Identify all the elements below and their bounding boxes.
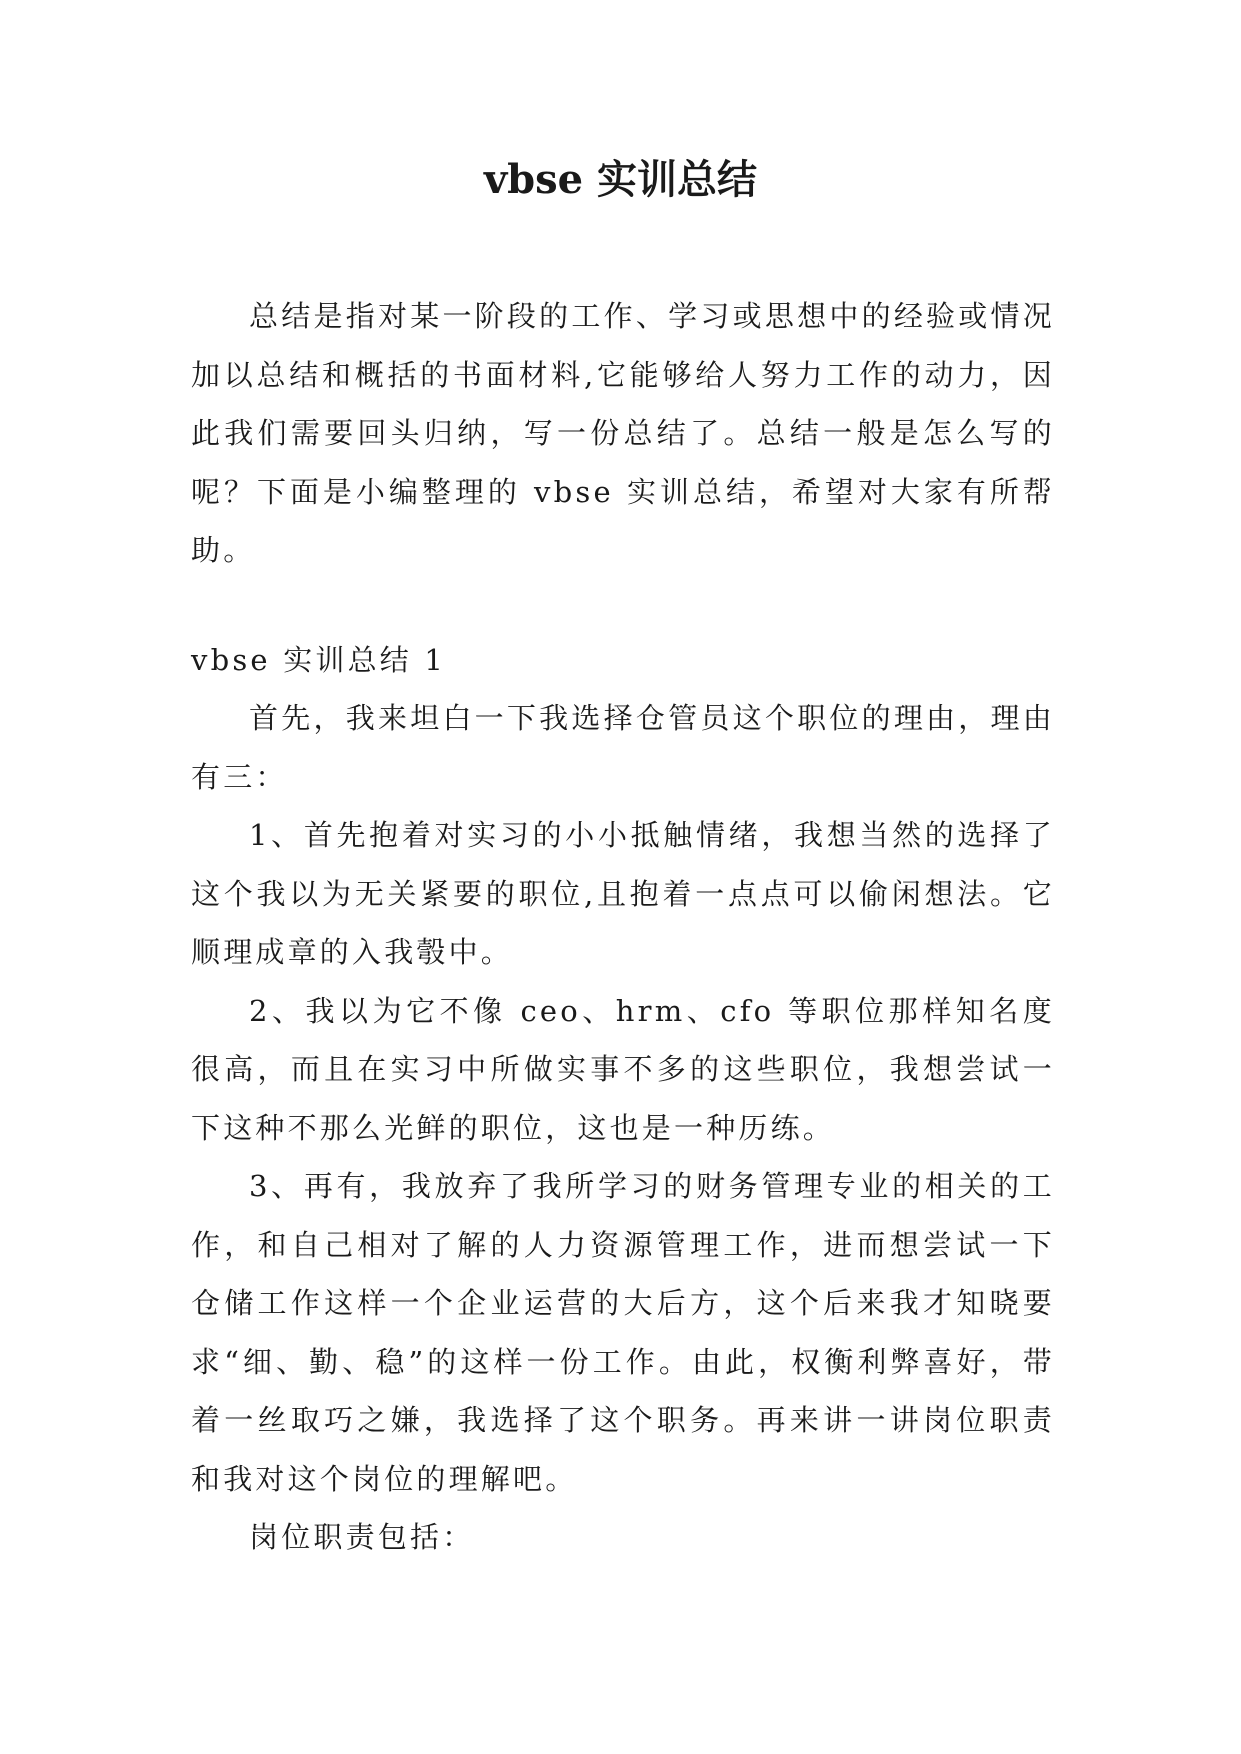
- body-paragraph: 首先，我来坦白一下我选择仓管员这个职位的理由，理由有三：: [191, 701, 1055, 794]
- body-paragraph: 2、我以为它不像 ceo、hrm、cfo 等职位那样知名度很高，而且在实习中所做实事不多的这些职位，我想尝试一下这种不那么光鲜的职位，这也是一种历练。: [191, 993, 1055, 1145]
- section-heading: vbse 实训总结 1: [191, 642, 447, 677]
- document-body: [191, 287, 1055, 1567]
- body-paragraph: 岗位职责包括：: [249, 1520, 475, 1554]
- body-paragraph: 1、首先抱着对实习的小小抵触情绪，我想当然的选择了这个我以为无关紧要的职位,且抱着一点点可以偷闲想法。它顺理成章的入我彀中。: [191, 818, 1055, 969]
- body-paragraph: 3、再有，我放弃了我所学习的财务管理专业的相关的工作，和自己相对了解的人力资源管理工作，进而想尝试一下仓储工作这样一个企业运营的大后方，这个后来我才知晓要求“细、勤、稳”的这样一份工作。由此，权衡利弊喜好，带着一丝取巧之嫌，我选择了这个职务。再来讲一讲岗位职责和我对这个岗位的理解吧。: [191, 1169, 1055, 1496]
- section-spacer: [191, 580, 1055, 631]
- intro-paragraph: 总结是指对某一阶段的工作、学习或思想中的经验或情况加以总结和概括的书面材料,它能够给人努力工作的动力，因此我们需要回头归纳，写一份总结了。总结一般是怎么写的呢？下面是小编整理的 vbse 实训总结，希望对大家有所帮助。: [191, 299, 1055, 567]
- document-title: vbse 实训总结: [483, 156, 758, 203]
